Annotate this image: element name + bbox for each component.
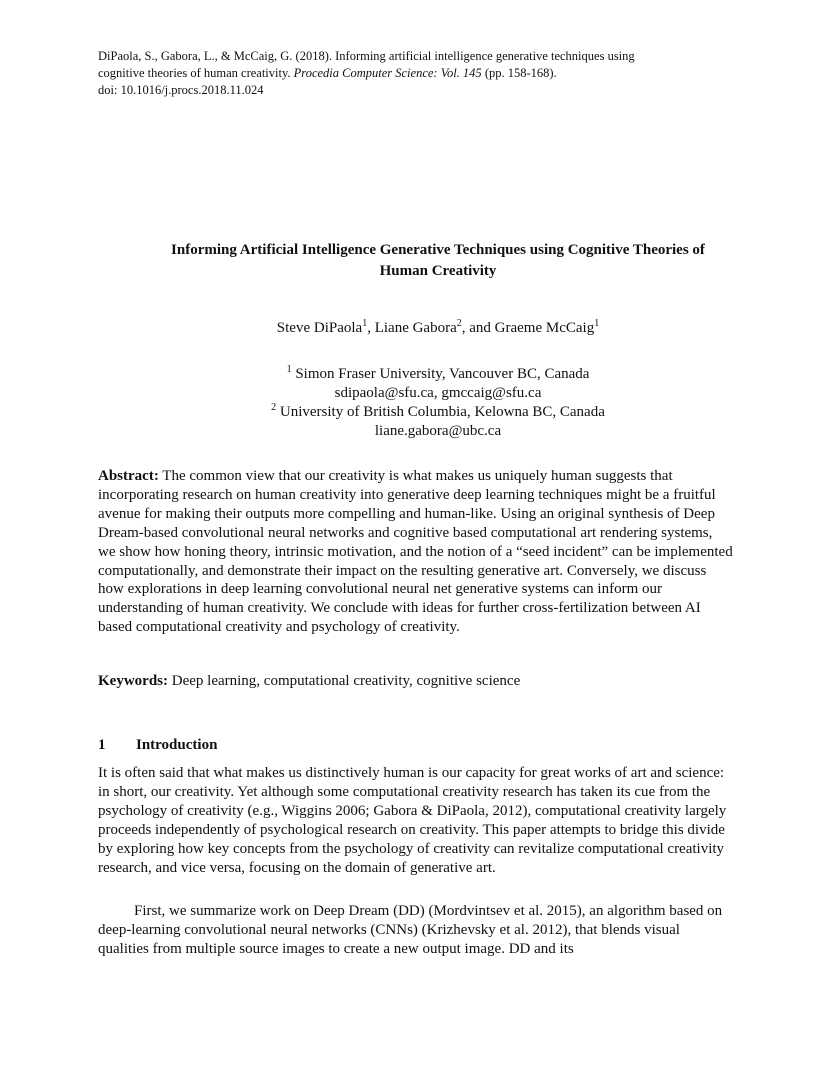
citation-doi: doi: 10.1016/j.procs.2018.11.024 xyxy=(98,83,264,97)
author-2: , Liane Gabora xyxy=(367,320,457,336)
keywords-text: Deep learning, computational creativity, cognitive science xyxy=(168,673,521,689)
author-3: , and Graeme McCaig xyxy=(461,320,595,336)
affiliation-1-mark: 1 xyxy=(286,364,292,375)
abstract-text: The common view that our creativity is what makes us uniquely human suggests that incorporating research on human creativity into generative deep learning techniques might be a fruitful avenue for making their outputs more compelling and human-like. Using an original synthesis of Deep Dream-based convolutional neural networks and cognitive based computational art rendering systems, we show how honing theory, intrinsic motivation, and the notion of a “seed incident” can be implemented computationally, and demonstrate their impact on the resulting generative art. Conversely, we discuss how explorations in deep learning convolutional neural net generative systems can inform our understanding of human creativity. We conclude with ideas for further cross-fertilization between AI based computational creativity and psychology of creativity. xyxy=(98,468,733,636)
citation-line-2-text: cognitive theories of human creativity. xyxy=(98,66,294,80)
citation-journal: Procedia Computer Science: Vol. 145 xyxy=(293,66,482,80)
paper-title-line-2: Human Creativity xyxy=(379,263,497,279)
author-2-affil: 2 xyxy=(456,318,462,329)
citation-pages: (pp. 158-168). xyxy=(481,66,557,80)
affiliation-1-emails: sdipaola@sfu.ca, gmccaig@sfu.ca xyxy=(334,385,542,401)
affiliation-1-name: Simon Fraser University, Vancouver BC, Canada xyxy=(291,366,590,382)
author-list xyxy=(98,318,778,339)
affiliation-1 xyxy=(98,365,778,384)
abstract-label: Abstract: xyxy=(98,468,159,484)
paper-title-line-1: Informing Artificial Intelligence Generative Techniques using Cognitive Theories of xyxy=(171,242,705,258)
section-number: 1 xyxy=(98,737,106,753)
affiliations xyxy=(98,365,778,441)
affiliation-2-email: liane.gabora@ubc.ca xyxy=(374,423,502,439)
author-1-affil: 1 xyxy=(362,318,368,329)
section-title: Introduction xyxy=(136,737,218,753)
keywords xyxy=(98,672,733,691)
citation-block xyxy=(98,48,738,99)
author-3-affil: 1 xyxy=(594,318,600,329)
abstract xyxy=(98,467,733,637)
section-heading-introduction xyxy=(98,736,733,755)
affiliation-2 xyxy=(98,403,778,422)
citation-line-1: DiPaola, S., Gabora, L., & McCaig, G. (2018). Informing artificial intelligence generative techniques using xyxy=(98,49,635,63)
author-1: Steve DiPaola xyxy=(276,320,363,336)
affiliation-2-name: University of British Columbia, Kelowna BC, Canada xyxy=(276,404,605,420)
paper-title xyxy=(98,240,778,282)
intro-paragraph-2: First, we summarize work on Deep Dream (DD) (Mordvintsev et al. 2015), an algorithm based on deep-learning convolutional neural networks (CNNs) (Krizhevsky et al. 2012), that blends visual qualities from multiple source images to create a new output image. DD and its xyxy=(98,903,723,957)
citation-line-2 xyxy=(98,65,738,82)
intro-paragraph-1: It is often said that what makes us distinctively human is our capacity for great works of art and science: in short, our creativity. Yet although some computational creativity research has taken its cue from the psychology of creativity (e.g., Wiggins 2006; Gabora & DiPaola, 2012), computational creativity largely proceeds independently of psychological research on creativity. This paper attempts to bridge this divide by exploring how key concepts from the psychology of creativity can revitalize computational creativity research, and vice versa, focusing on the domain of generative art. xyxy=(98,765,727,876)
affiliation-2-mark: 2 xyxy=(271,402,277,413)
keywords-label: Keywords: xyxy=(98,673,168,689)
